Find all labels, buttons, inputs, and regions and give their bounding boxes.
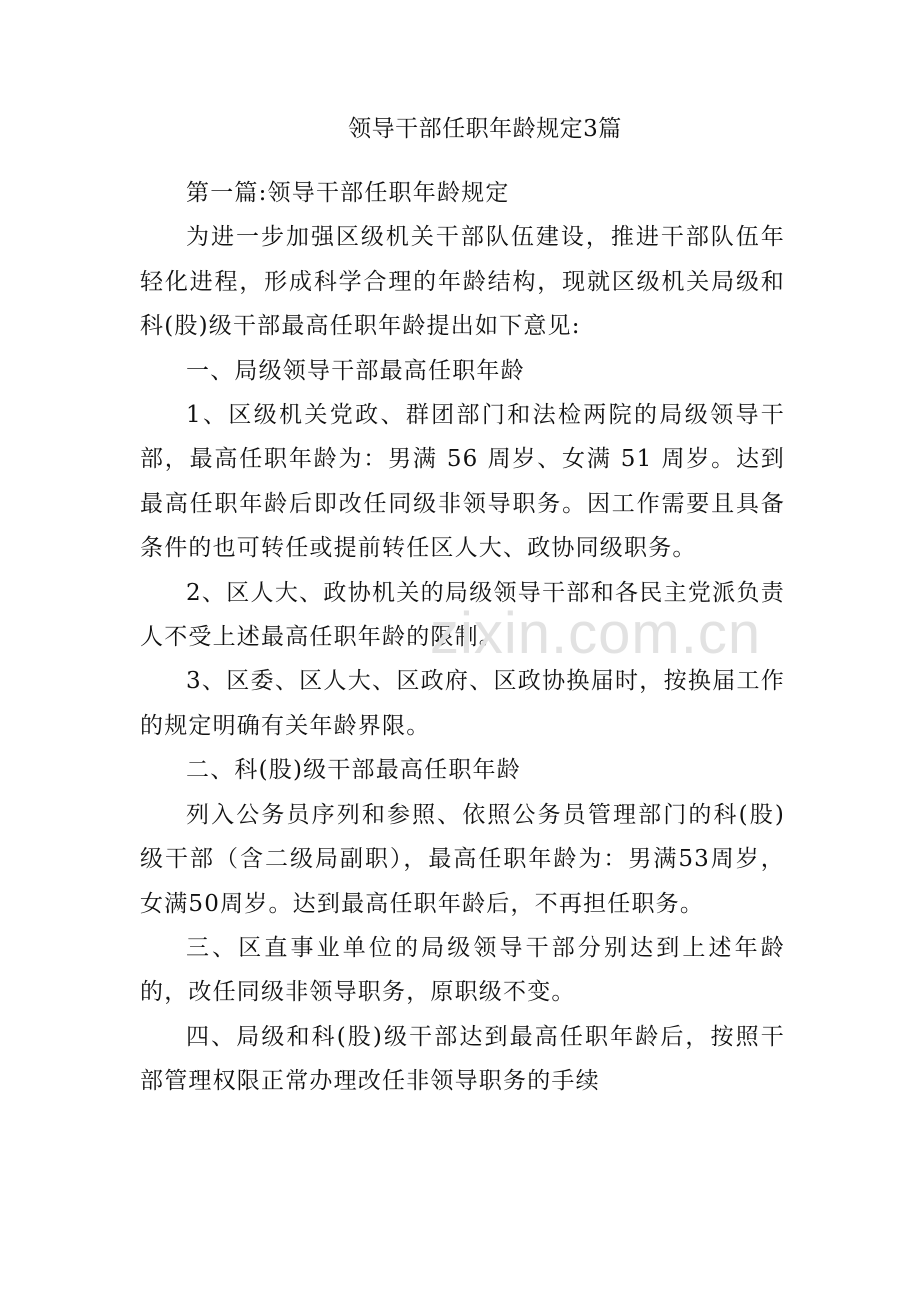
clause-3-paragraph: 3、区委、区人大、区政府、区政协换届时，按换届工作的规定明确有关年龄界限。 — [140, 668, 785, 739]
clause-2-paragraph: 2、区人大、政协机关的局级领导干部和各民主党派负责人不受上述最高任职年龄的限制。 — [140, 579, 785, 651]
section-heading-part-one: 第一篇:领导干部任职年龄规定 — [186, 180, 510, 206]
public-institution-paragraph: 三、区直事业单位的局级领导干部分别达到上述年龄的，改任同级非领导职务，原职级不变。 — [140, 934, 785, 1006]
document-title: 领导干部任职年龄规定3篇 — [348, 116, 622, 142]
procedure-paragraph: 四、局级和科(股)级干部达到最高任职年龄后，按照干部管理权限正常办理改任非领导职务的手续 — [140, 1023, 785, 1095]
section-level-paragraph: 列入公务员序列和参照、依照公务员管理部门的科(股)级干部（含二级局副职），最高任职年龄为：男满53周岁，女满50周岁。达到最高任职年龄后，不再担任职务。 — [140, 801, 785, 917]
document-body — [140, 171, 785, 1104]
section-heading-bureau-level: 一、局级领导干部最高任职年龄 — [186, 357, 525, 384]
intro-paragraph: 为进一步加强区级机关干部队伍建设，推进干部队伍年轻化进程，形成科学合理的年龄结构，现就区级机关局级和科(股)级干部最高任职年龄提出如下意见: — [140, 224, 785, 340]
clause-1-paragraph: 1、区级机关党政、群团部门和法检两院的局级领导干部，最高任职年龄为：男满 56 周岁、女满 51 周岁。达到最高任职年龄后即改任同级非领导职务。因工作需要且具备条件的也可转任或提前转任区人大、政协同级职务。 — [140, 402, 785, 562]
site-watermark: zixin.com.cn — [430, 601, 762, 666]
section-heading-section-level: 二、科(股)级干部最高任职年龄 — [186, 757, 521, 784]
